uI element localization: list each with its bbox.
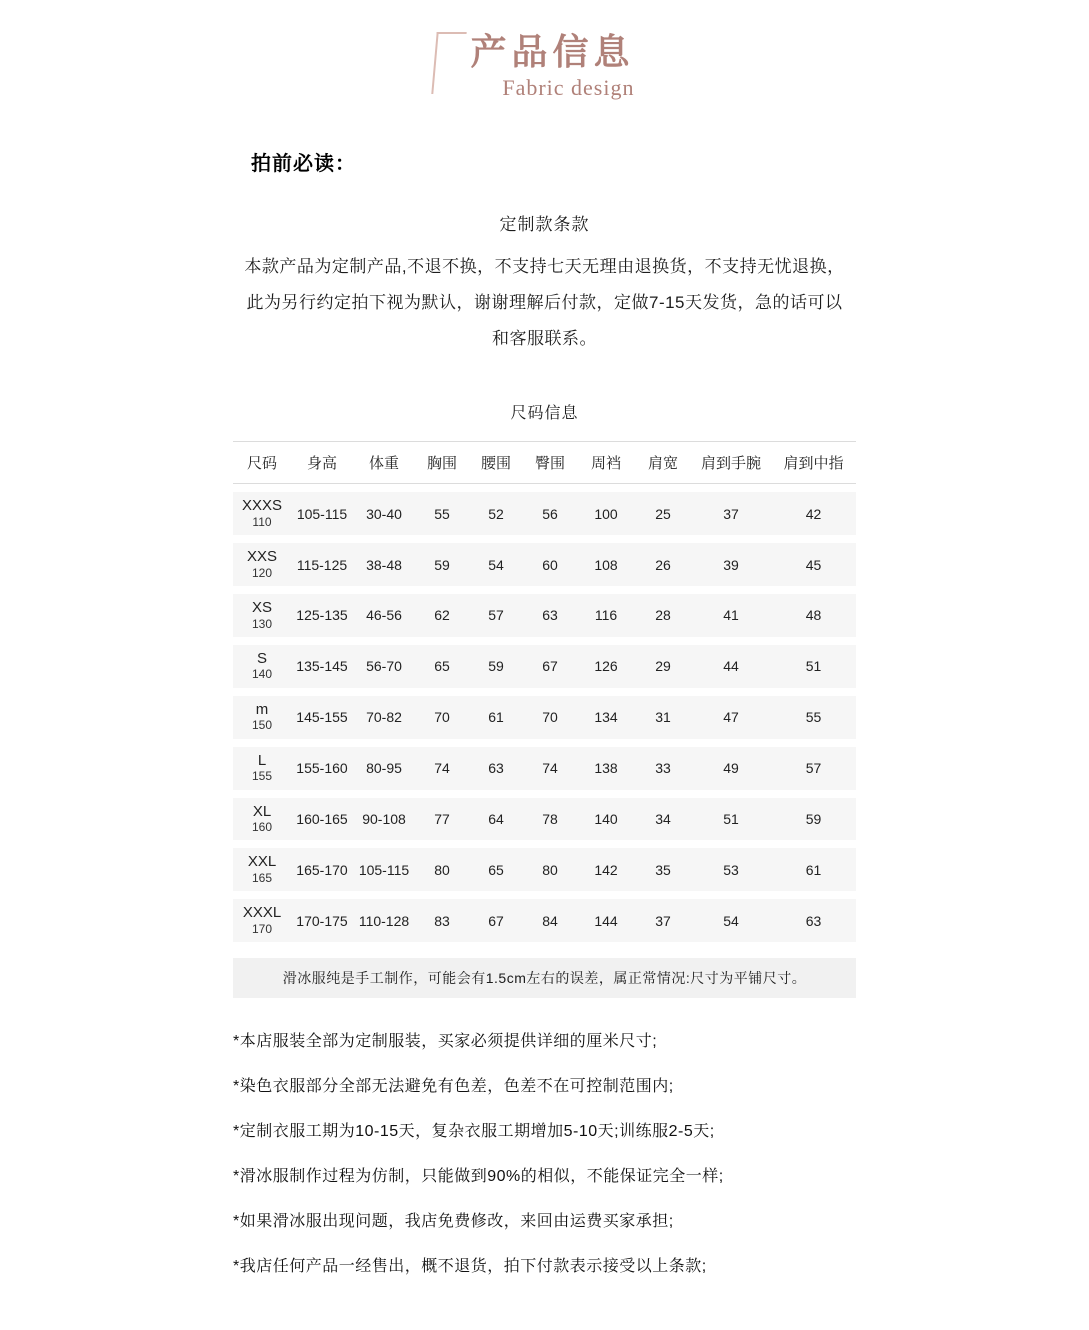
measurement-cell: 125-135 [291,594,353,637]
measurement-cell: 62 [415,594,469,637]
size-cell [233,899,291,942]
measurement-cell: 110-128 [353,899,415,942]
size-height-tag: 155 [251,769,273,784]
measurement-cell: 100 [577,492,635,535]
column-header-4: 胸围 [415,441,469,484]
measurement-cell: 35 [635,848,691,891]
measurement-cell: 108 [577,543,635,586]
measurement-cell: 49 [691,747,771,790]
column-header-8: 肩宽 [635,441,691,484]
title-block [454,30,634,101]
measurement-cell: 28 [635,594,691,637]
must-read-heading: 拍前必读： [251,153,356,176]
size-cell [233,645,291,688]
size-cell [233,848,291,891]
content-column [233,147,856,1330]
measurement-cell: 51 [691,798,771,841]
column-header-10: 肩到中指 [771,441,856,484]
measurement-cell: 45 [771,543,856,586]
measurement-cell: 77 [415,798,469,841]
measurement-cell: 59 [771,798,856,841]
measurement-cell: 60 [523,543,577,586]
measurement-cell: 140 [577,798,635,841]
footer-note-2: *染色衣服部分全部无法避免有色差，色差不在可控制范围内; [233,1078,674,1096]
page-subtitle: Fabric design [502,75,635,101]
measurement-cell: 138 [577,747,635,790]
measurement-cell: 61 [469,696,523,739]
terms-title: 定制款条款 [499,215,590,235]
measurement-cell: 55 [771,696,856,739]
measurement-cell: 80 [523,848,577,891]
measurement-cell: 38-48 [353,543,415,586]
size-cell [233,543,291,586]
measurement-cell: 29 [635,645,691,688]
size-table-body [233,492,856,942]
measurement-cell: 46-56 [353,594,415,637]
measurement-cell: 83 [415,899,469,942]
corner-bracket-icon [432,32,467,94]
measurement-cell: 39 [691,543,771,586]
footer-note-6: *我店任何产品一经售出，概不退货，拍下付款表示接受以上条款; [233,1258,707,1276]
measurement-cell: 47 [691,696,771,739]
size-code: S [256,649,267,667]
measurement-cell: 33 [635,747,691,790]
column-header-9: 肩到手腕 [691,441,771,484]
size-row-S [233,645,856,688]
measurement-cell: 25 [635,492,691,535]
size-height-tag: 160 [251,820,273,835]
footer-note-1: *本店服装全部为定制服装，买家必须提供详细的厘米尺寸; [233,1033,658,1051]
custom-terms-section [233,210,856,356]
tolerance-note: 滑冰服纯是手工制作，可能会有1.5cm左右的误差，属正常情况:尺寸为平铺尺寸。 [233,958,856,998]
measurement-cell: 63 [469,747,523,790]
measurement-cell: 59 [415,543,469,586]
size-cell [233,594,291,637]
measurement-cell: 44 [691,645,771,688]
measurement-cell: 155-160 [291,747,353,790]
column-header-2: 身高 [291,441,353,484]
measurement-cell: 61 [771,848,856,891]
column-header-7: 周裆 [577,441,635,484]
size-height-tag: 165 [251,870,273,885]
measurement-cell: 63 [771,899,856,942]
measurement-cell: 142 [577,848,635,891]
header-row [233,441,856,484]
measurement-cell: 51 [771,645,856,688]
measurement-cell: 144 [577,899,635,942]
page-header [0,30,1089,101]
measurement-cell: 70-82 [353,696,415,739]
measurement-cell: 134 [577,696,635,739]
column-header-1: 尺码 [233,441,291,484]
measurement-cell: 80 [415,848,469,891]
measurement-cell: 80-95 [353,747,415,790]
measurement-cell: 37 [691,492,771,535]
size-row-XXL [233,848,856,891]
measurement-cell: 160-165 [291,798,353,841]
measurement-cell: 115-125 [291,543,353,586]
measurement-cell: 70 [415,696,469,739]
measurement-cell: 105-115 [291,492,353,535]
terms-body: 本款产品为定制产品,不退不换，不支持七天无理由退换货，不支持无忧退换，此为另行约定拍下视为默认，谢谢理解后付款，定做7-15天发货，急的话可以和客服联系。 [244,257,845,348]
measurement-cell: 37 [635,899,691,942]
size-row-XL [233,798,856,841]
size-row-L [233,747,856,790]
measurement-cell: 135-145 [291,645,353,688]
size-row-m [233,696,856,739]
measurement-cell: 42 [771,492,856,535]
measurement-cell: 74 [523,747,577,790]
size-code: L [257,751,267,769]
measurement-cell: 84 [523,899,577,942]
measurement-cell: 105-115 [353,848,415,891]
size-row-XXXL [233,899,856,942]
size-height-tag: 150 [251,718,273,733]
measurement-cell: 57 [771,747,856,790]
size-height-tag: 170 [251,921,273,936]
size-height-tag: 140 [251,667,273,682]
measurement-cell: 31 [635,696,691,739]
measurement-cell: 170-175 [291,899,353,942]
measurement-cell: 53 [691,848,771,891]
footer-note-3: *定制衣服工期为10-15天，复杂衣服工期增加5-10天;训练服2-5天; [233,1123,715,1141]
measurement-cell: 30-40 [353,492,415,535]
footer-note-5: *如果滑冰服出现问题，我店免费修改，来回由运费买家承担; [233,1213,674,1231]
size-height-tag: 120 [251,565,273,580]
measurement-cell: 126 [577,645,635,688]
footer-note-4: *滑冰服制作过程为仿制，只能做到90%的相似，不能保证完全一样; [233,1168,724,1186]
size-code: XXXS [241,497,283,515]
footer-notes [233,1030,856,1330]
column-header-5: 腰围 [469,441,523,484]
size-height-tag: 130 [251,616,273,631]
measurement-cell: 59 [469,645,523,688]
column-header-6: 臀围 [523,441,577,484]
measurement-cell: 145-155 [291,696,353,739]
measurement-cell: 56 [523,492,577,535]
size-chart-table [233,433,856,950]
measurement-cell: 65 [469,848,523,891]
measurement-cell: 90-108 [353,798,415,841]
size-code: XXXL [242,904,282,922]
measurement-cell: 67 [523,645,577,688]
column-header-3: 体重 [353,441,415,484]
size-cell [233,747,291,790]
size-cell [233,696,291,739]
measurement-cell: 34 [635,798,691,841]
size-code: XXL [247,853,277,871]
measurement-cell: 54 [469,543,523,586]
size-cell [233,492,291,535]
size-code: XXS [246,548,277,566]
measurement-cell: 55 [415,492,469,535]
size-code: XL [252,802,272,820]
size-code: XS [251,599,272,617]
measurement-cell: 74 [415,747,469,790]
measurement-cell: 116 [577,594,635,637]
measurement-cell: 41 [691,594,771,637]
measurement-cell: 54 [691,899,771,942]
measurement-cell: 56-70 [353,645,415,688]
measurement-cell: 165-170 [291,848,353,891]
size-height-tag: 110 [252,514,272,529]
measurement-cell: 78 [523,798,577,841]
size-cell [233,798,291,841]
measurement-cell: 63 [523,594,577,637]
measurement-cell: 48 [771,594,856,637]
size-table-header [233,441,856,484]
size-info-title: 尺码信息 [510,405,579,423]
size-row-XS [233,594,856,637]
size-row-XXXS [233,492,856,535]
page-title: 产品信息 [470,31,635,72]
measurement-cell: 57 [469,594,523,637]
measurement-cell: 52 [469,492,523,535]
size-row-XXS [233,543,856,586]
measurement-cell: 67 [469,899,523,942]
measurement-cell: 64 [469,798,523,841]
measurement-cell: 26 [635,543,691,586]
size-code: m [255,700,269,718]
measurement-cell: 65 [415,645,469,688]
measurement-cell: 70 [523,696,577,739]
